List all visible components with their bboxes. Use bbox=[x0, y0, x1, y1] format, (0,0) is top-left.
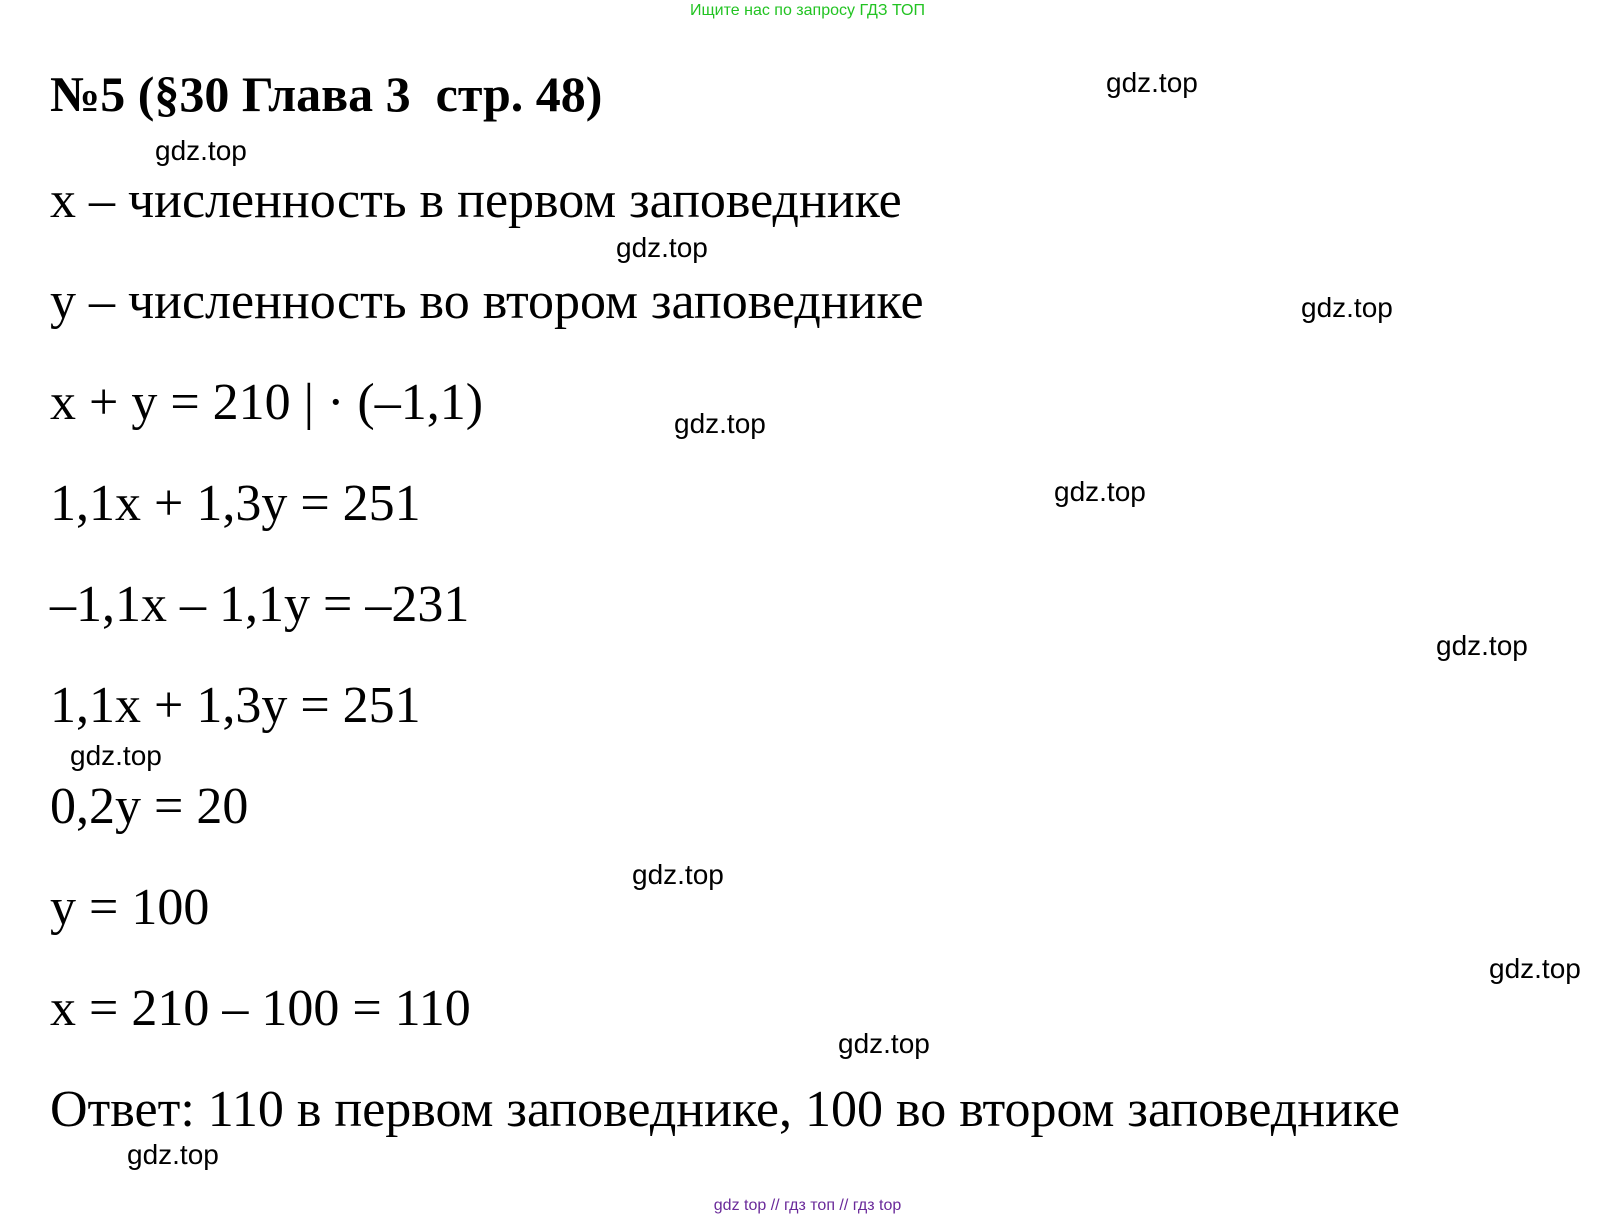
watermark: gdz.top bbox=[1489, 953, 1581, 984]
page-title: №5 (§30 Глава 3 стр. 48) bbox=[50, 66, 603, 122]
equation-3: –1,1x – 1,1y = –231 bbox=[50, 576, 470, 633]
top-banner: Ищите нас по запросу ГДЗ ТОП bbox=[690, 2, 925, 19]
watermark: gdz.top bbox=[1054, 476, 1146, 507]
equation-2: 1,1x + 1,3y = 251 bbox=[50, 475, 421, 532]
watermark: gdz.top bbox=[127, 1139, 219, 1170]
equation-6: y = 100 bbox=[50, 879, 210, 936]
watermark: gdz.top bbox=[1301, 292, 1393, 323]
watermark: gdz.top bbox=[674, 408, 766, 439]
footer: gdz top // гдз топ // гдз top bbox=[713, 1197, 902, 1214]
definition-x: x – численность в первом заповеднике bbox=[50, 172, 902, 229]
answer-line: Ответ: 110 в первом заповеднике, 100 во втором заповеднике bbox=[50, 1081, 1400, 1138]
watermark: gdz.top bbox=[70, 740, 162, 771]
watermark: gdz.top bbox=[838, 1028, 930, 1059]
equation-1: x + y = 210 | · (–1,1) bbox=[50, 374, 484, 431]
watermark: gdz.top bbox=[155, 135, 247, 166]
watermark: gdz.top bbox=[616, 232, 708, 263]
watermark: gdz.top bbox=[1436, 630, 1528, 661]
definition-y: y – численность во втором заповеднике bbox=[50, 273, 924, 330]
equation-4: 1,1x + 1,3y = 251 bbox=[50, 677, 421, 734]
watermark: gdz.top bbox=[632, 859, 724, 890]
watermark: gdz.top bbox=[1106, 67, 1198, 98]
equation-7: x = 210 – 100 = 110 bbox=[50, 980, 471, 1037]
equation-5: 0,2y = 20 bbox=[50, 778, 249, 835]
